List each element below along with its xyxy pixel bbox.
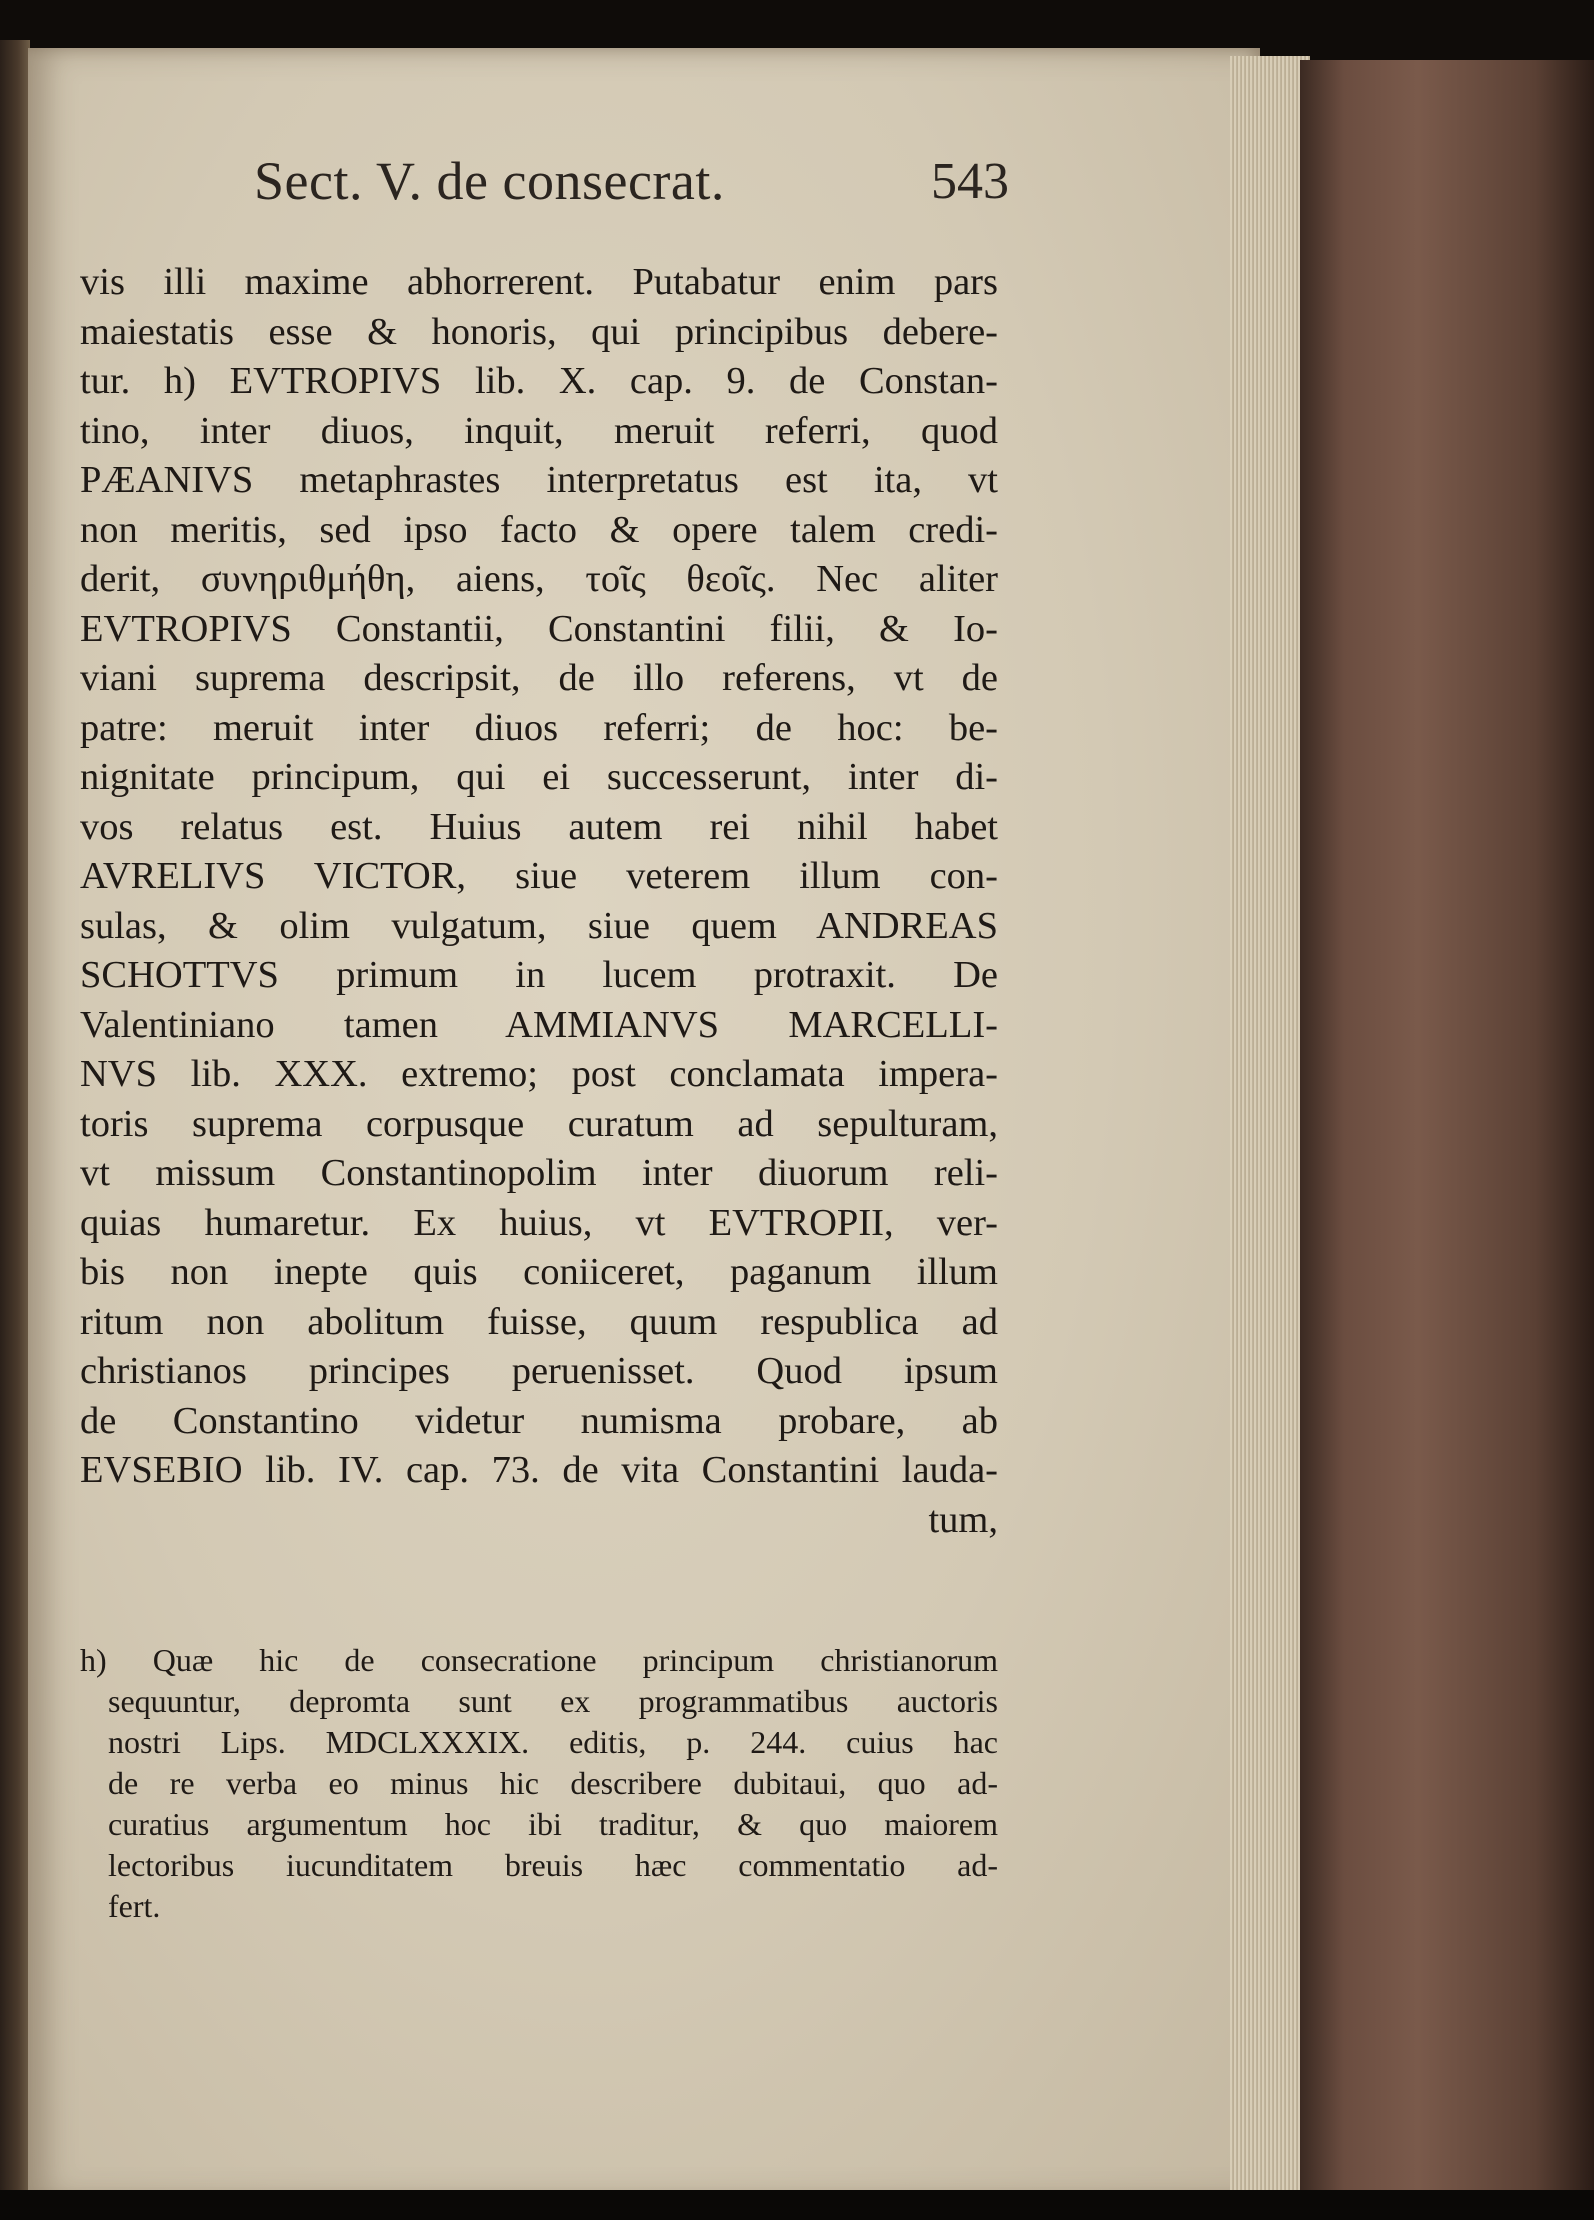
- text-line: sulas, & olim vulgatum, siue quem ANDREAS: [80, 904, 998, 947]
- text-line: maiestatis esse & honoris, qui principibus debere-: [80, 310, 998, 353]
- text-line: nignitate principum, qui ei successerunt, inter di-: [80, 756, 998, 798]
- text-line: SCHOTTVS primum in lucem protraxit. De: [80, 954, 998, 996]
- footnote-line: sequuntur, depromta sunt ex programmatibus auctoris: [108, 1683, 998, 1719]
- text-line: Valentiniano tamen AMMIANVS MARCELLI-: [80, 1003, 998, 1046]
- text-line: vos relatus est. Huius autem rei nihil habet: [80, 805, 998, 848]
- text-line: NVS lib. XXX. extremo; post conclamata impera-: [80, 1053, 998, 1095]
- footnote-line: fert.: [108, 1888, 161, 1924]
- footnote-line: lectoribus iucunditatem breuis hæc commentatio ad-: [108, 1847, 998, 1883]
- facing-page-edge: [0, 40, 30, 2210]
- text-line: EVTROPIVS Constantii, Constantini filii, & Io-: [80, 607, 998, 650]
- text-line: non meritis, sed ipso facto & opere talem credi-: [80, 508, 998, 551]
- text-line: patre: meruit inter diuos referri; de hoc: be-: [80, 706, 998, 749]
- text-line: AVRELIVS VICTOR, siue veterem illum con-: [80, 855, 998, 897]
- background: [0, 2190, 1594, 2220]
- text-line: bis non inepte quis coniiceret, paganum illum: [80, 1251, 998, 1293]
- footnote-line: h) Quæ hic de consecratione principum christianorum: [80, 1642, 998, 1678]
- text-line: tur. h) EVTROPIVS lib. X. cap. 9. de Constan-: [80, 360, 998, 402]
- catchword: tum,: [928, 1498, 998, 1541]
- page-header: [254, 150, 1009, 230]
- page-edges: [1230, 56, 1310, 2204]
- main-text: [80, 258, 998, 1545]
- page-number: 543: [931, 153, 1009, 210]
- text-line: vt missum Constantinopolim inter diuorum reli-: [80, 1152, 998, 1194]
- text-line: ritum non abolitum fuisse, quum respublica ad: [80, 1300, 998, 1343]
- text-line: toris suprema corpusque curatum ad sepulturam,: [80, 1102, 998, 1145]
- text-line: PÆANIVS metaphrastes interpretatus est ita, vt: [80, 459, 998, 501]
- footnote: [80, 1640, 998, 1927]
- text-line: de Constantino videtur numisma probare, ab: [80, 1399, 998, 1442]
- text-line: quias humaretur. Ex huius, vt EVTROPII, ver-: [80, 1201, 998, 1244]
- footnote-line: curatius argumentum hoc ibi traditur, & quo maiorem: [108, 1806, 998, 1842]
- book-cover: [1300, 60, 1594, 2210]
- running-head: Sect. V. de consecrat.: [254, 151, 725, 211]
- text-line: christianos principes peruenisset. Quod ipsum: [80, 1350, 998, 1392]
- footnote-line: de re verba eo minus hic describere dubitaui, quo ad-: [108, 1765, 998, 1801]
- text-line: tino, inter diuos, inquit, meruit referri, quod: [80, 409, 998, 452]
- text-line: EVSEBIO lib. IV. cap. 73. de vita Constantini lauda-: [80, 1449, 998, 1491]
- text-line: derit, συνηριθμήθη, aiens, τοῖς θεοῖς. Nec aliter: [80, 558, 998, 600]
- text-line: vis illi maxime abhorrerent. Putabatur enim pars: [80, 261, 998, 303]
- text-line: viani suprema descripsit, de illo referens, vt de: [80, 657, 998, 699]
- footnote-line: nostri Lips. MDCLXXXIX. editis, p. 244. cuius hac: [108, 1724, 998, 1760]
